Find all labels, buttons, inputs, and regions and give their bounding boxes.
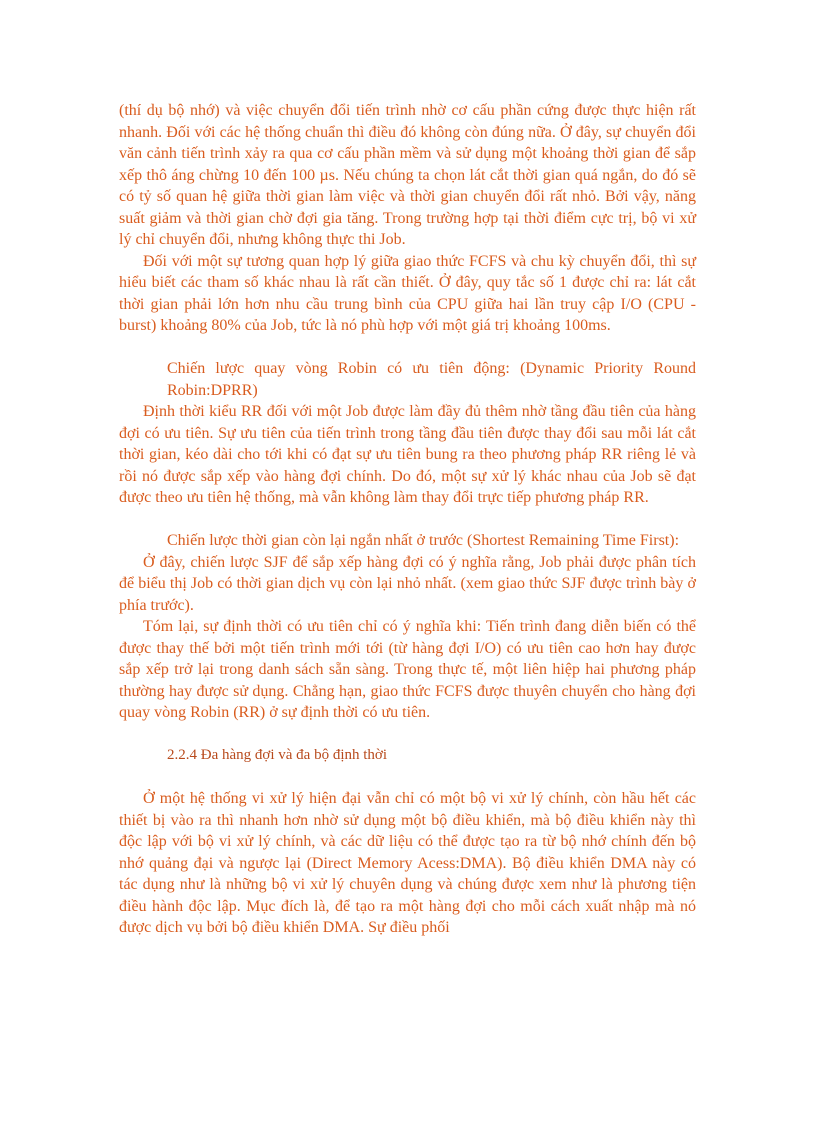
document-page <box>119 100 696 939</box>
paragraph-dprr: Định thời kiểu RR đối với một Job được làm đầy đủ thêm nhờ tầng đầu tiên của hàng đợi có ưu tiên. Sự ưu tiên của tiến trình trong tầng đầu tiên được thay đổi sau mỗi lát cắt thời gian, kéo dài cho tới khi có đạt sự ưu tiên bung ra theo phương pháp RR riêng lẻ và rồi nó được sắp xếp vào hàng đợi chính. Do đó, một sự xử lý khác nhau của Job sẽ đạt được theo ưu tiên hệ thống, mà vẫn không làm thay đổi trực tiếp phương pháp RR. <box>119 403 696 506</box>
paragraph-summary: Tóm lại, sự định thời có ưu tiên chỉ có ý nghĩa khi: Tiến trình đang diễn biến có thể được thay thế bởi một tiến trình mới tới (từ hàng đợi I/O) có ưu tiên cao hơn hay được sắp xếp trở lại trong danh sách sẵn sàng. Trong thực tế, một liên hiệp hai phương pháp thường hay được sử dụng. Chẳng hạn, giao thức FCFS được thuyên chuyển cho hàng đợi quay vòng Robin (RR) ở sự định thời có ưu tiên. <box>119 618 696 721</box>
spacer <box>119 724 696 746</box>
paragraph-fcfs-rule: Đối với một sự tương quan hợp lý giữa giao thức FCFS và chu kỳ chuyển đổi, thì sự hiểu biết các tham số khác nhau là rất cần thiết. Ở đây, quy tắc số 1 được chỉ ra: lát cắt thời gian phải lớn hơn nhu cầu trung bình của CPU giữa hai lần truy cập I/O (CPU - burst) khoảng 80% của Job, tức là nó phù hợp với một giá trị khoảng 100ms. <box>119 252 696 334</box>
spacer <box>119 509 696 531</box>
paragraph-context-switch: (thí dụ bộ nhớ) và việc chuyển đổi tiến trình nhờ cơ cấu phần cứng được thực hiện rất nhanh. Đối với các hệ thống chuẩn thì điều đó không còn đúng nữa. Ở đây, sự chuyển đổi văn cảnh tiến trình xảy ra qua cơ cấu phần mềm và sử dụng một khoảng thời gian để sắp xếp thô áng chừng 10 đến 100 µs. Nếu chúng ta chọn lát cắt thời gian quá ngắn, do đó sẽ có tỷ số quan hệ giữa thời gian làm việc và thời gian chuyển đổi rất nhỏ. Bởi vậy, năng suất giảm và thời gian chờ đợi gia tăng. Trong trường hợp tại thời điểm cực trị, bộ vi xử lý chỉ chuyển đổi, nhưng không thực thi Job. <box>119 102 696 248</box>
paragraph-multi-queue: Ở một hệ thống vi xử lý hiện đại vẫn chỉ có một bộ vi xử lý chính, còn hầu hết các thiết bị vào ra thì nhanh hơn nhờ sử dụng một bộ điều khiển, mà bộ điều khiển này thì độc lập với bộ vi xử lý chính, và các dữ liệu có thể được tạo ra từ bộ nhớ chính đến bộ nhớ quảng đại và ngược lại (Direct Memory Acess:DMA). Bộ điều khiển DMA này có tác dụng như là những bộ vi xử lý chuyên dụng và chúng được xem như là phương tiện điều hành độc lập. Mục đích là, để tạo ra một hàng đợi cho mỗi cách xuất nhập mà nó được dịch vụ bởi bộ điều khiển DMA. Sự điều phối <box>119 790 696 936</box>
spacer <box>119 767 696 789</box>
section-heading: 2.2.4 Đa hàng đợi và đa bộ định thời <box>167 747 387 763</box>
strategy-title-dprr: Chiến lược quay vòng Robin có ưu tiên động: (Dynamic Priority Round Robin:DPRR) <box>167 360 696 399</box>
spacer <box>119 337 696 359</box>
paragraph-srtf: Ở đây, chiến lược SJF để sắp xếp hàng đợi có ý nghĩa rằng, Job phải được phân tích để biểu thị Job có thời gian dịch vụ còn lại nhỏ nhất. (xem giao thức SJF được trình bày ở phía trước). <box>119 553 696 614</box>
strategy-title-srtf: Chiến lược thời gian còn lại ngắn nhất ở trước (Shortest Remaining Time First): <box>167 532 680 549</box>
